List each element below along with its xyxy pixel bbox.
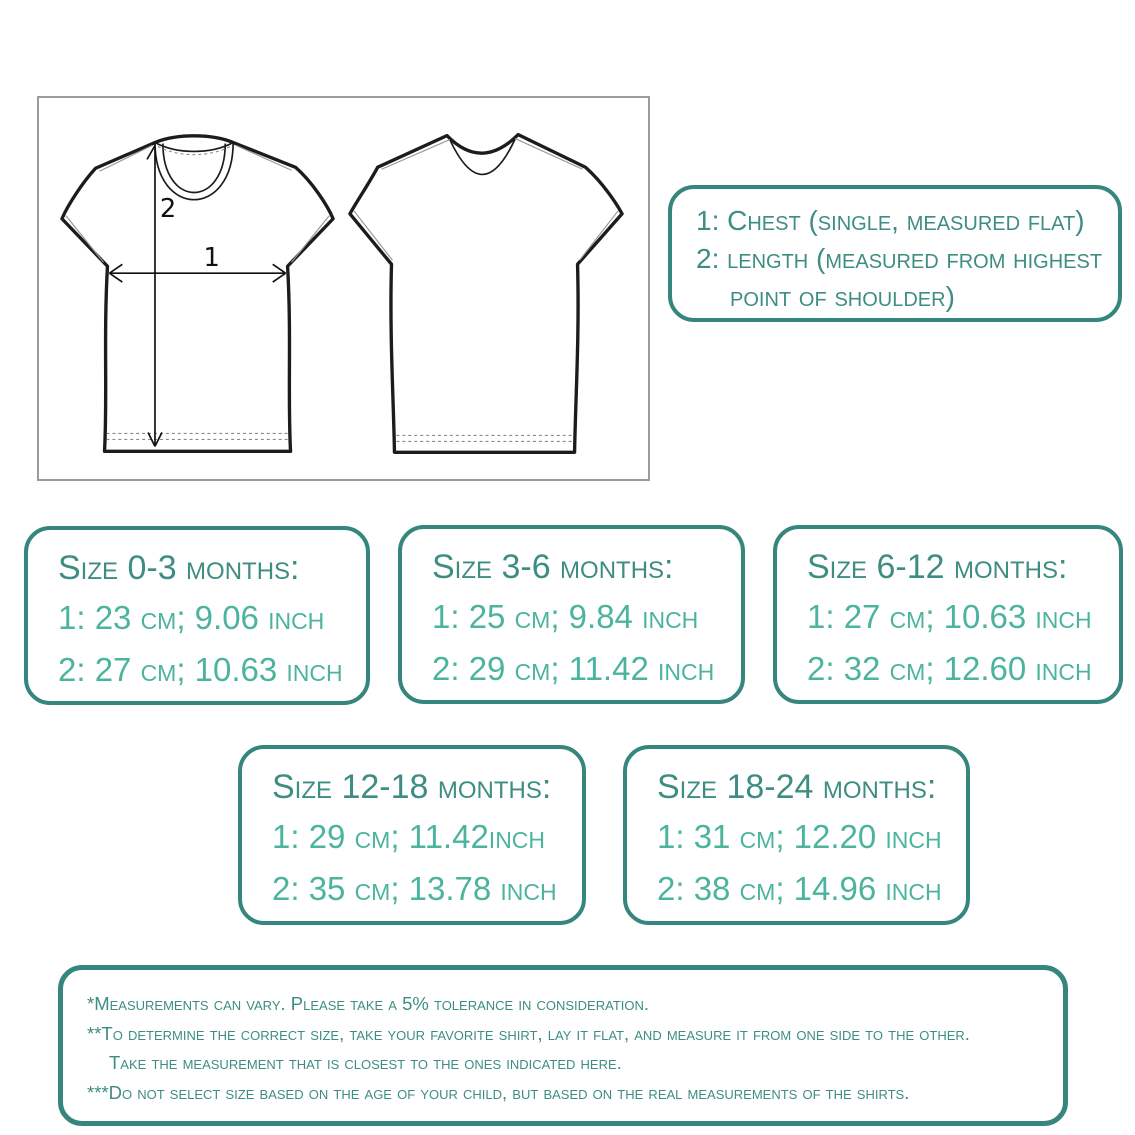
tshirt-front-drawing (62, 136, 333, 451)
size-box-3-6-months (398, 525, 745, 704)
length-label: 2 (159, 193, 177, 224)
tshirt-back-drawing (350, 135, 622, 453)
footnotes-box (58, 965, 1068, 1126)
length-measurement: 2: 38 cm; 14.96 inch (657, 870, 942, 907)
measurement-legend-box (668, 185, 1122, 322)
footnote-how-to-measure-cont: Take the measurement that is closest to the ones indicated here. (109, 1052, 622, 1073)
tshirt-diagram (39, 98, 648, 479)
length-measurement: 2: 35 cm; 13.78 inch (272, 870, 557, 907)
length-measurement: 2: 27 cm; 10.63 inch (58, 651, 343, 688)
footnote-tolerance: *Measurements can vary. Please take a 5% tolerance in consideration. (87, 993, 650, 1014)
size-box-12-18-months (238, 745, 586, 925)
size-box-0-3-months (24, 526, 370, 705)
legend-line-chest: 1: Chest (single, measured flat) (696, 205, 1085, 236)
chest-measurement: 1: 23 cm; 9.06 inch (58, 599, 325, 636)
chest-measurement: 1: 25 cm; 9.84 inch (432, 598, 699, 635)
size-box-6-12-months (773, 525, 1123, 704)
chest-measurement: 1: 29 cm; 11.42inch (272, 818, 546, 855)
length-measurement: 2: 29 cm; 11.42 inch (432, 650, 715, 687)
tshirt-diagram-panel (37, 96, 650, 481)
legend-line-length: 2: length (measured from highest (696, 243, 1103, 274)
chest-label: 1 (203, 243, 220, 274)
length-measurement: 2: 32 cm; 12.60 inch (807, 650, 1092, 687)
size-title: Size 18-24 months: (657, 768, 937, 806)
footnote-how-to-measure: **To determine the correct size, take your favorite shirt, lay it flat, and measure it from one side to the other. (87, 1022, 970, 1044)
size-title: Size 6-12 months: (807, 548, 1068, 586)
size-title: Size 12-18 months: (272, 768, 552, 806)
legend-line-length-cont: point of shoulder) (730, 281, 955, 312)
size-title: Size 3-6 months: (432, 548, 674, 586)
chest-measurement: 1: 27 cm; 10.63 inch (807, 598, 1092, 635)
chest-measurement: 1: 31 cm; 12.20 inch (657, 818, 942, 855)
size-title: Size 0-3 months: (58, 549, 300, 587)
footnote-age-warning: ***Do not select size based on the age of your child, but based on the real measurements of the shirts. (87, 1081, 910, 1103)
size-box-18-24-months (623, 745, 970, 925)
